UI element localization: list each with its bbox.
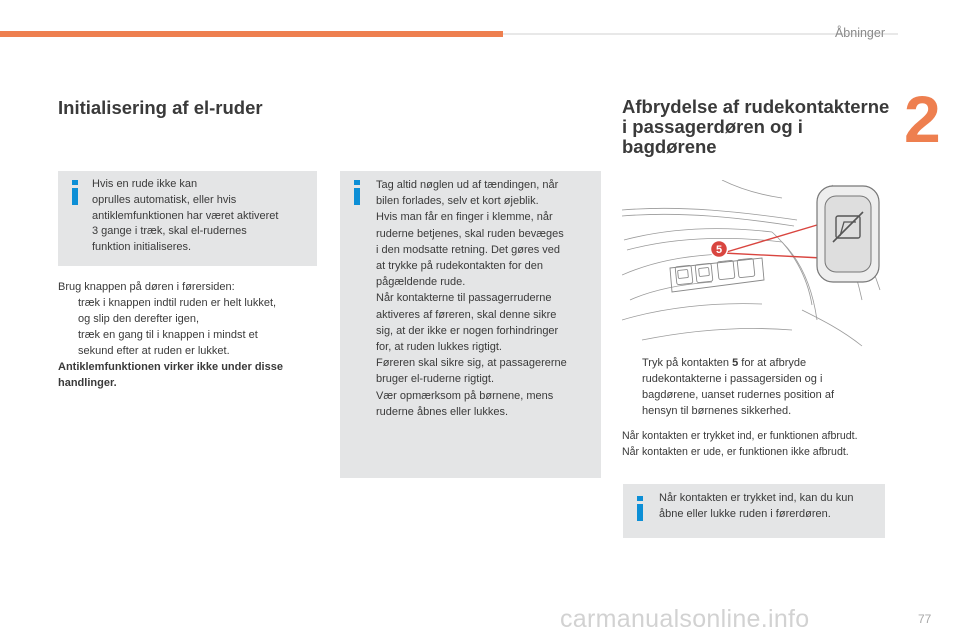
text-line: bruger el-ruderne rigtigt. xyxy=(376,373,495,386)
switch-panel xyxy=(670,258,764,292)
callout-number: 5 xyxy=(715,244,723,256)
door-switch-illustration xyxy=(622,180,885,348)
text-line: pågældende rude. xyxy=(376,276,466,289)
text-line: Når kontakten er trykket ind, kan du kun xyxy=(659,492,854,504)
heading-line: i passagerdøren og i xyxy=(622,116,803,137)
text-line: træk i knappen indtil ruden er helt lukket, xyxy=(78,297,277,309)
text-line: funktion initialiseres. xyxy=(92,241,192,254)
header-accent-bar xyxy=(0,31,503,37)
heading-line: Afbrydelse af rudekontakterne xyxy=(622,96,890,117)
callout-badge xyxy=(711,241,728,258)
info-box-initialisering xyxy=(58,171,317,266)
info-box-text xyxy=(92,177,278,256)
text-line: oprulles automatisk, eller hvis xyxy=(92,193,237,206)
text-line: og slip den derefter igen, xyxy=(78,313,200,325)
chapter-number: 2 xyxy=(904,82,941,156)
text-line: træk en gang til i knappen i mindst et xyxy=(78,329,258,341)
text-line: hensyn til børnenes sikkerhed. xyxy=(642,405,792,417)
watermark: carmanualsonline.info xyxy=(560,605,810,633)
text-line: ruderne åbnes eller lukkes. xyxy=(376,405,509,418)
section-heading-afbrydelse xyxy=(622,97,902,157)
callout-line xyxy=(723,253,822,258)
list-item xyxy=(58,295,320,327)
instructions-afbrydelse xyxy=(622,355,887,419)
text-line: rudekontakterne i passagersiden og i xyxy=(642,373,823,385)
text-line: antiklemfunktionen har været aktiveret xyxy=(92,209,279,222)
heading-line: bagdørene xyxy=(622,136,717,157)
text-line: Hvis man får en finger i klemme, når xyxy=(376,211,553,224)
text-line: Hvis en rude ikke kan xyxy=(92,178,198,190)
text-line: for, at ruden lukkes rigtigt. xyxy=(376,341,502,354)
text-line: bagdørene, uanset rudernes position af xyxy=(642,389,835,401)
chapter-title: Åbninger xyxy=(834,26,885,40)
page-number: 77 xyxy=(918,612,932,626)
switch-closeup xyxy=(817,186,879,282)
text-line: Føreren skal sikre sig, at passagererne xyxy=(376,357,567,370)
info-box-text xyxy=(659,491,853,523)
intro-text: Brug knappen på døren i førersiden: xyxy=(58,281,235,293)
text-line: sekund efter at ruden er lukket. xyxy=(78,345,230,357)
section-heading-initialisering: Initialisering af el-ruder xyxy=(58,97,263,118)
switch-number: 5 xyxy=(732,357,739,369)
text-line: bilen forlades, selv et kort øjeblik. xyxy=(376,195,539,208)
list-item xyxy=(58,327,320,359)
text-line: åbne eller lukke ruden i førerdøren. xyxy=(659,507,831,520)
note-line: Når kontakten er ude, er funktionen ikke afbrudt. xyxy=(622,446,849,458)
text-line: handlinger. xyxy=(58,377,117,389)
text-line: sig, at der ikke er nogen forhindringer xyxy=(376,324,559,337)
info-box-text xyxy=(376,177,567,420)
list-item xyxy=(622,355,887,419)
text-line: Antiklemfunktionen virker ikke under disse xyxy=(58,361,283,373)
text-line: i den modsatte retning. Det gøres ved xyxy=(376,243,561,256)
text-line: Tryk på kontakten 5 for at afbryde xyxy=(642,357,807,369)
text-line: ruderne betjenes, skal ruden bevæges xyxy=(376,227,564,240)
text-line: aktiveres af føreren, skal denne sikre xyxy=(376,308,557,321)
text-line: Når kontakterne til passagerruderne xyxy=(376,292,552,305)
text-line: 3 gange i træk, skal el-rudernes xyxy=(92,225,247,238)
text-line: Vær opmærksom på børnene, mens xyxy=(376,389,554,402)
bold-note xyxy=(58,359,320,391)
info-box-driver-door xyxy=(623,484,885,538)
function-notes xyxy=(622,428,892,460)
info-box-safety xyxy=(340,171,601,478)
instructions-initialisering xyxy=(58,279,320,391)
text-line: at trykke på rudekontakten for den xyxy=(376,260,543,273)
text-line: Tag altid nøglen ud af tændingen, når xyxy=(376,179,559,191)
note-line: Når kontakten er trykket ind, er funktionen afbrudt. xyxy=(622,430,858,442)
